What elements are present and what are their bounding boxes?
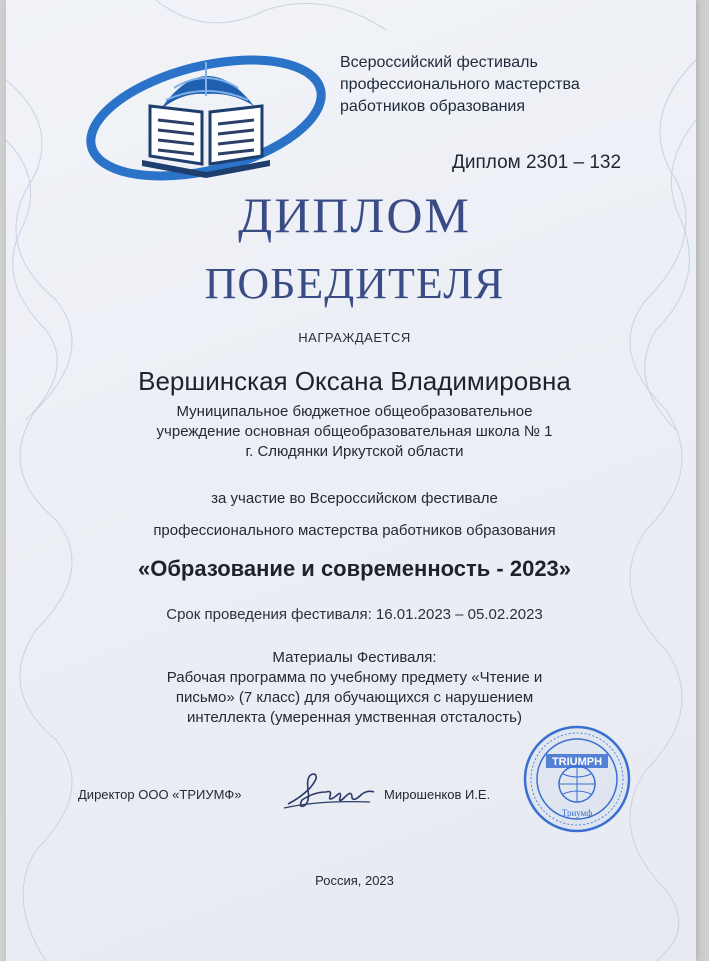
stamp-center-text: TRIUMPH [551, 756, 603, 768]
reason-line-1: за участие во Всероссийском фестивале [211, 490, 498, 507]
reason-line-2: профессионального мастерства работников образования [153, 522, 556, 539]
organizer-line: профессионального мастерства [340, 76, 580, 93]
place-and-year: Россия, 2023 [315, 873, 394, 888]
materials-line: письмо» (7 класс) для обучающихся с нарушением [175, 689, 534, 706]
diploma-subtitle: ПОБЕДИТЕЛЯ [204, 259, 505, 308]
institution-line: учреждение основная общеобразовательная школа № 1 [156, 423, 553, 440]
book-globe-logo [82, 48, 332, 188]
round-stamp [522, 724, 632, 834]
materials-line: Рабочая программа по учебному предмету «Чтение и [166, 669, 543, 686]
festival-term: Срок проведения фестиваля: 16.01.2023 – 05.02.2023 [166, 606, 543, 623]
materials-heading: Материалы Фестиваля: [272, 649, 437, 666]
organizer-line: работников образования [340, 98, 526, 115]
festival-name: «Образование и современность - 2023» [137, 556, 572, 581]
organizer-name [340, 52, 580, 118]
institution-line: Муниципальное бюджетное общеобразовательное [176, 403, 533, 420]
festival-materials [0, 648, 709, 728]
institution-line: г. Слюдянки Иркутской области [245, 443, 464, 460]
awarded-label: НАГРАЖДАЕТСЯ [298, 330, 411, 345]
diploma-title: ДИПЛОМ [238, 187, 471, 243]
signatory-position: Директор ООО «ТРИУМФ» [78, 787, 242, 802]
materials-line: интеллекта (умеренная умственная отсталость) [187, 709, 522, 726]
diploma-number: Диплом 2301 – 132 [452, 152, 622, 173]
signatory-name: Мирошенков И.Е. [384, 787, 491, 802]
handwritten-signature [280, 768, 380, 814]
organizer-line: Всероссийский фестиваль [340, 54, 538, 71]
stamp-bottom-text: Триумф [561, 808, 593, 818]
recipient-name: Вершинская Оксана Владимировна [138, 366, 571, 396]
recipient-institution [0, 402, 709, 462]
